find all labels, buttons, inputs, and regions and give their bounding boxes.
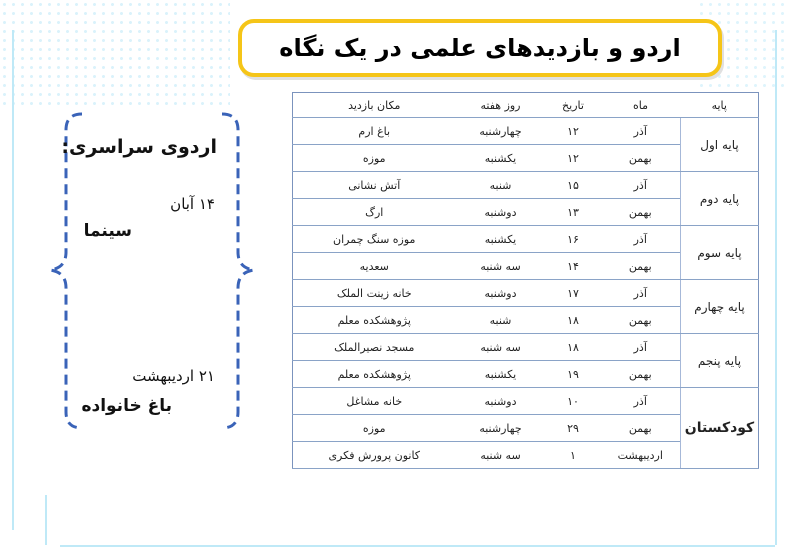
place-cell: مسجد نصیرالملک xyxy=(293,334,456,361)
place-cell: پژوهشکده معلم xyxy=(293,307,456,334)
header-grade: پایه xyxy=(681,93,759,118)
weekday-cell: شنبه xyxy=(456,172,546,199)
camp-place-2: باغ خانواده xyxy=(81,396,172,416)
page-title: اردو و بازدیدهای علمی در یک نگاه xyxy=(279,34,681,62)
grade-cell: پایه پنجم xyxy=(681,334,759,388)
place-cell: آتش نشانی xyxy=(293,172,456,199)
camp-heading: اردوی سراسری: xyxy=(61,136,217,158)
camp-date-1: ۱۴ آبان xyxy=(170,195,215,213)
place-cell: موزه xyxy=(293,415,456,442)
weekday-cell: سه شنبه xyxy=(456,334,546,361)
header-weekday: روز هفته xyxy=(456,93,546,118)
date-cell: ۱۹ xyxy=(546,361,601,388)
place-cell: ارگ xyxy=(293,199,456,226)
grade-cell: کودکستان xyxy=(681,388,759,469)
date-cell: ۱۷ xyxy=(546,280,601,307)
month-cell: آذر xyxy=(601,388,681,415)
table-row xyxy=(293,280,759,307)
month-cell: بهمن xyxy=(601,361,681,388)
month-cell: آذر xyxy=(601,226,681,253)
date-cell: ۱ xyxy=(546,442,601,469)
weekday-cell: دوشنبه xyxy=(456,199,546,226)
table-row xyxy=(293,226,759,253)
table-row xyxy=(293,334,759,361)
title-banner xyxy=(238,19,722,77)
header-date: تاریخ xyxy=(546,93,601,118)
grade-cell: پایه دوم xyxy=(681,172,759,226)
date-cell: ۱۵ xyxy=(546,172,601,199)
place-cell: خانه مشاغل xyxy=(293,388,456,415)
header-place: مکان بازدید xyxy=(293,93,456,118)
date-cell: ۱۰ xyxy=(546,388,601,415)
date-cell: ۱۸ xyxy=(546,307,601,334)
place-cell: پژوهشکده معلم xyxy=(293,361,456,388)
date-cell: ۱۳ xyxy=(546,199,601,226)
frame-line-left xyxy=(12,30,14,530)
weekday-cell: چهارشنبه xyxy=(456,415,546,442)
month-cell: بهمن xyxy=(601,253,681,280)
table-row xyxy=(293,118,759,145)
grade-cell: پایه چهارم xyxy=(681,280,759,334)
left-brace xyxy=(50,114,82,428)
month-cell: آذر xyxy=(601,280,681,307)
place-cell: موزه xyxy=(293,145,456,172)
table-row xyxy=(293,172,759,199)
place-cell: باغ ارم xyxy=(293,118,456,145)
date-cell: ۲۹ xyxy=(546,415,601,442)
weekday-cell: دوشنبه xyxy=(456,280,546,307)
camp-date-2: ۲۱ اردیبهشت xyxy=(132,367,215,385)
month-cell: بهمن xyxy=(601,199,681,226)
place-cell: سعدیه xyxy=(293,253,456,280)
date-cell: ۱۲ xyxy=(546,145,601,172)
place-cell: کانون پرورش فکری xyxy=(293,442,456,469)
frame-line-right xyxy=(775,30,777,545)
month-cell: بهمن xyxy=(601,307,681,334)
place-cell: موزه سنگ چمران xyxy=(293,226,456,253)
month-cell: بهمن xyxy=(601,145,681,172)
right-brace xyxy=(222,114,254,428)
header-month: ماه xyxy=(601,93,681,118)
month-cell: آذر xyxy=(601,118,681,145)
frame-line-bottom xyxy=(60,545,775,547)
weekday-cell: دوشنبه xyxy=(456,388,546,415)
grade-cell: پایه سوم xyxy=(681,226,759,280)
date-cell: ۱۴ xyxy=(546,253,601,280)
weekday-cell: یکشنبه xyxy=(456,226,546,253)
table-row xyxy=(293,388,759,415)
visits-table xyxy=(292,92,759,469)
date-cell: ۱۶ xyxy=(546,226,601,253)
weekday-cell: سه شنبه xyxy=(456,442,546,469)
month-cell: بهمن xyxy=(601,415,681,442)
month-cell: آذر xyxy=(601,172,681,199)
month-cell: آذر xyxy=(601,334,681,361)
weekday-cell: سه شنبه xyxy=(456,253,546,280)
place-cell: خانه زینت الملک xyxy=(293,280,456,307)
date-cell: ۱۸ xyxy=(546,334,601,361)
weekday-cell: چهارشنبه xyxy=(456,118,546,145)
table-header-row xyxy=(293,93,759,118)
weekday-cell: شنبه xyxy=(456,307,546,334)
camp-place-1: سینما xyxy=(83,221,132,241)
weekday-cell: یکشنبه xyxy=(456,361,546,388)
month-cell: اردیبهشت xyxy=(601,442,681,469)
date-cell: ۱۲ xyxy=(546,118,601,145)
grade-cell: پایه اول xyxy=(681,118,759,172)
frame-line-bottom-left xyxy=(45,495,47,545)
weekday-cell: یکشنبه xyxy=(456,145,546,172)
background-dot-pattern xyxy=(0,0,230,110)
